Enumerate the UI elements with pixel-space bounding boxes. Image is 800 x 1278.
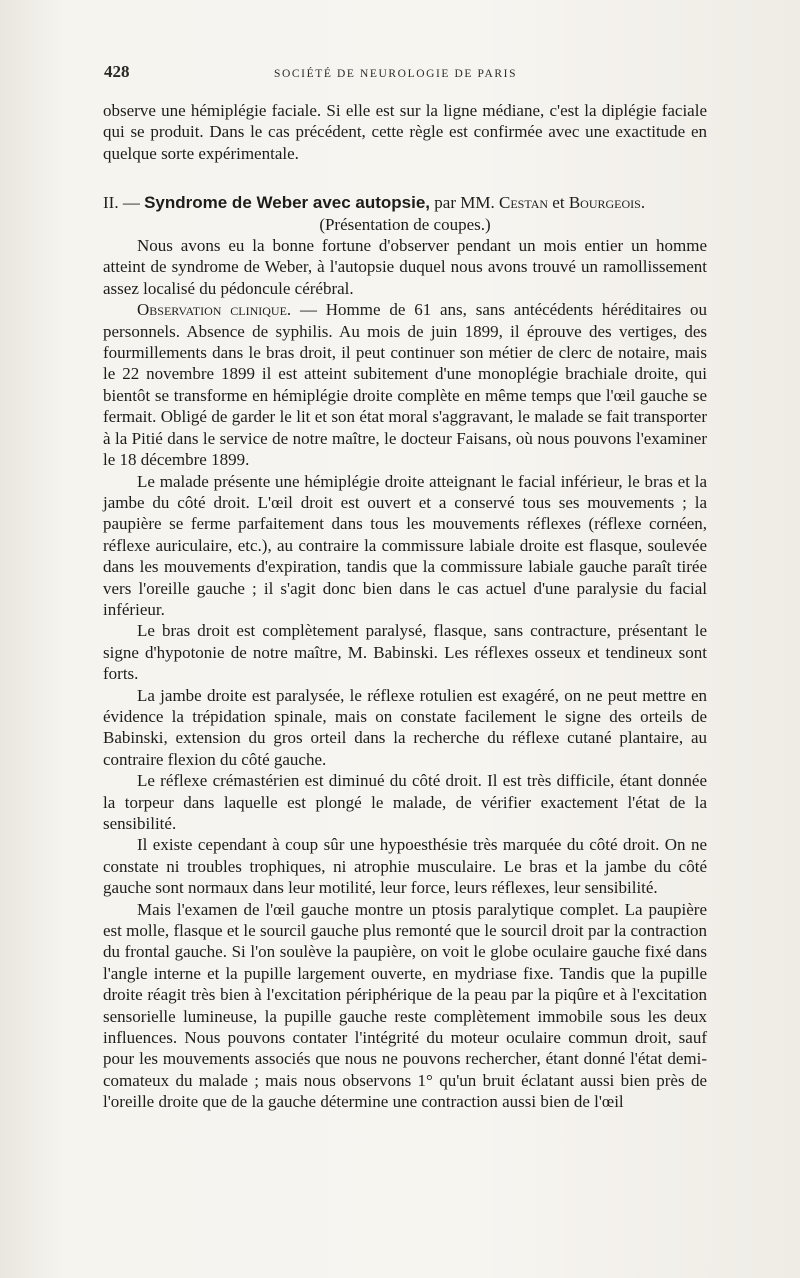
paragraph: Mais l'examen de l'œil gauche montre un ptosis paralytique complet. La paupière est molle, flasque et le sourcil gauche plus remonté que le sourcil droit par la contraction du frontal gauche. Si l'on soulève la paupière, on voit le globe oculaire gauche fixé dans l'angle interne et la pupille largement ouverte, en mydriase fixe. Tandis que la pupille droite réagit très bien à l'excitation périphérique de la peau par la piqûre et à l'excitation sensorielle lumineuse, la pupille gauche reste complètement immobile sous les deux influences. Nous pouvons contater l'intégrité du moteur oculaire commun droit, sauf pour les mouvements associés que nous ne pouvons rechercher, étant donné l'état demi-comateux du malade ; mais nous observons 1° qu'un bruit éclatant aussi bien près de l'oreille droite que de la gauche détermine une contraction aussi bien de l'œil: [103, 899, 707, 1112]
page-body: [103, 100, 707, 1113]
paragraph: Le bras droit est complètement paralysé, flasque, sans contracture, présentant le signe d'hypotonie de notre maître, M. Babinski. Les réflexes osseux et tendineux sont forts.: [103, 621, 707, 684]
section-heading: [103, 192, 707, 213]
spacer: [103, 164, 707, 178]
page-header: [104, 62, 704, 86]
author-cestan: Cestan: [499, 193, 549, 213]
spacer: [103, 178, 707, 192]
page-number: 428: [104, 62, 130, 81]
byline-and: et: [552, 193, 565, 213]
section-title: Syndrome de Weber avec autopsie,: [144, 193, 431, 213]
byline-prefix: par MM.: [434, 193, 495, 213]
section-subheading: (Présentation de coupes.): [319, 214, 491, 234]
paragraph: Le malade présente une hémiplégie droite atteignant le facial inférieur, le bras et la jambe du côté droit. L'œil droit est ouvert et a conservé tous ses mouvements ; la paupière se ferme parfaitement dans tous les mouvements réflexes (réflexe cornéen, réflexe auriculaire, etc.), au contraire la commissure labiale droite est flasque, soulevée dans les mouvements d'expiration, tandis que la commissure labiale gauche paraît tirée vers l'oreille gauche ; il s'agit donc bien dans le cas actuel d'une paralysie du facial inférieur.: [103, 471, 707, 619]
intro-paragraph: observe une hémiplégie faciale. Si elle est sur la ligne médiane, c'est la diplégie faciale qui se produit. Dans le cas précédent, cette règle est confirmée avec une exactitude en quelque sorte expérimentale.: [103, 101, 707, 163]
author-bourgeois: Bourgeois.: [568, 193, 646, 213]
paragraph: La jambe droite est paralysée, le réflexe rotulien est exagéré, on ne peut mettre en évidence la trépidation spinale, mais on constate facilement le signe des orteils de Babinski, extension du gros orteil dans la recherche du réflexe cutané plantaire, au contraire flexion du côté gauche.: [103, 685, 707, 769]
paragraph: Il existe cependant à coup sûr une hypoesthésie très marquée du côté droit. On ne constate ni troubles trophiques, ni atrophie musculaire. Le bras et la jambe du côté gauche sont normaux dans leur motilité, leur force, leurs réflexes, leur sensibilité.: [103, 835, 707, 898]
running-title: SOCIÉTÉ DE NEUROLOGIE DE PARIS: [274, 68, 518, 80]
observation-label: Observation clinique.: [137, 300, 292, 320]
section-number: II. —: [103, 193, 140, 213]
observation-paragraph: [103, 299, 707, 470]
paragraph: Le réflexe crémastérien est diminué du côté droit. Il est très difficile, étant donnée la torpeur dans laquelle est plongé le malade, de vérifier exactement l'état de la sensibilité.: [103, 771, 707, 833]
observation-text: — Homme de 61 ans, sans antécédents héréditaires ou personnels. Absence de syphilis. Au mois de juin 1899, il éprouve des vertiges, des fourmillements dans le bras droit, il peut continuer son métier de clerc de notaire, mais le 22 novembre 1899 il est atteint subitement d'une monoplégie brachiale droite, qui bientôt se transforme en hémiplégie droite complète en même temps que l'œil gauche se fermait. Obligé de garder le lit et son état moral s'aggravant, le malade se fait transporter à la Pitié dans le service de notre maître, le docteur Faisans, où nous pouvons l'examiner le 18 décembre 1899.: [103, 300, 707, 470]
paragraph: Nous avons eu la bonne fortune d'observer pendant un mois entier un homme atteint de syndrome de Weber, à l'autopsie duquel nous avons trouvé un ramollissement assez localisé du pédoncule cérébral.: [103, 236, 707, 298]
